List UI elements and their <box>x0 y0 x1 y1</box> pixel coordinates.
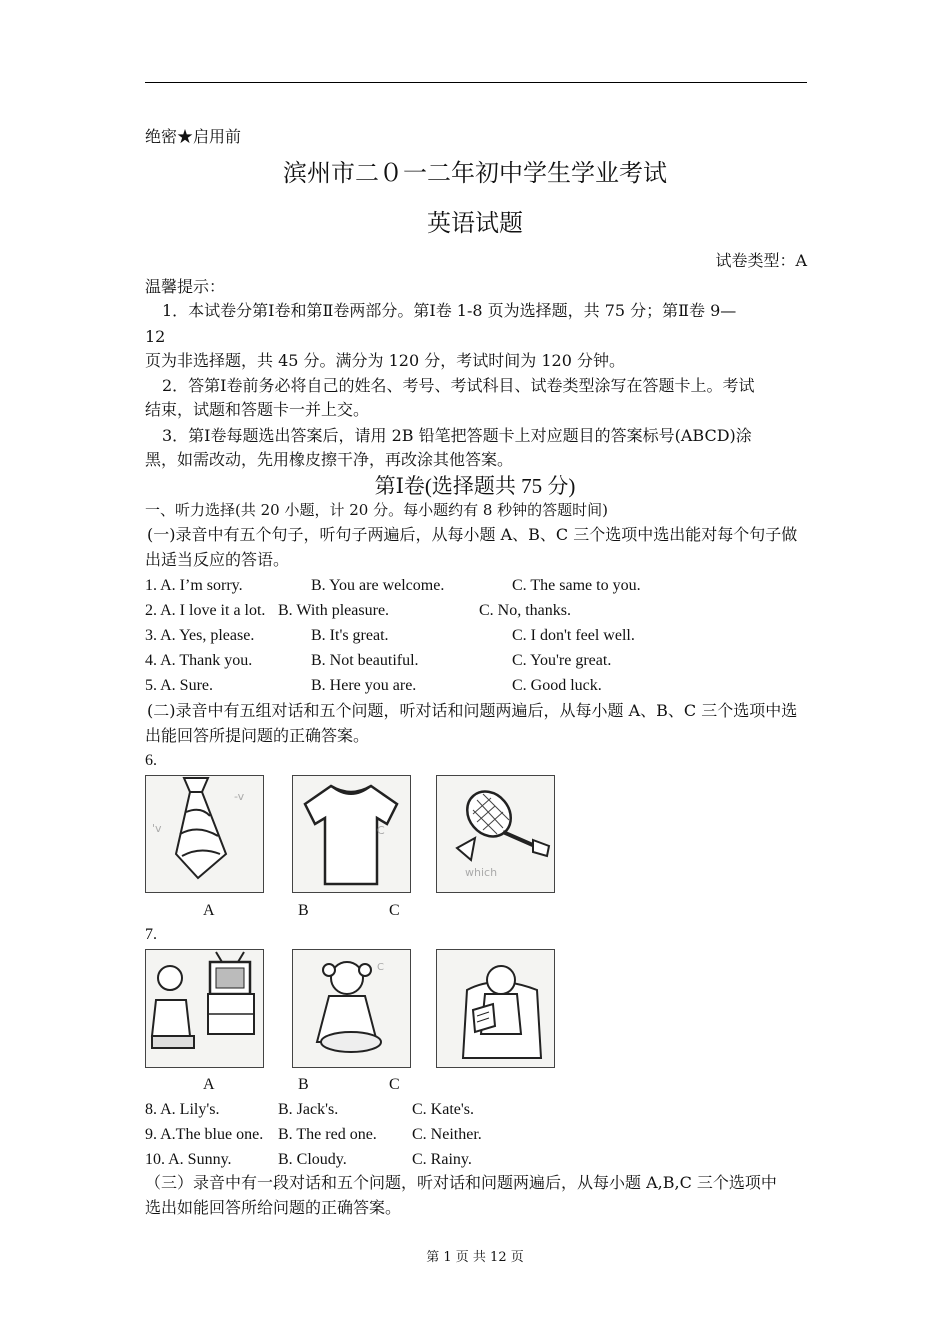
sub-1-instructions-cont: 出适当反应的答语。 <box>145 550 290 569</box>
svg-text:which: which <box>465 866 498 879</box>
svg-text:-v: -v <box>234 790 245 803</box>
page-footer: 第 1 页 共 12 页 <box>426 1250 524 1265</box>
sub-2-instructions: (二)录音中有五组对话和五个问题，听对话和问题两遍后，从每小题 A、B、C 三个选项中选 <box>147 701 798 720</box>
q10-option-b: B. Cloudy. <box>278 1151 347 1168</box>
q10-option-a: 10. A. Sunny. <box>145 1151 232 1168</box>
q5-option-c: C. Good luck. <box>512 677 602 694</box>
sub-1-instructions: (一)录音中有五个句子，听句子两遍后，从每小题 A、B、C 三个选项中选出能对每个句子做 <box>147 525 798 544</box>
q6-number: 6. <box>145 752 157 769</box>
q5-option-b: B. Here you are. <box>311 677 417 694</box>
tip-1-cont: 12 <box>145 327 166 346</box>
q9-option-c: C. Neither. <box>412 1126 482 1143</box>
girl-tv-icon <box>145 949 264 1068</box>
part-1-heading: 一、听力选择(共 20 小题，计 20 分。每小题约有 8 秒钟的答题时间) <box>145 501 609 519</box>
q4-option-b: B. Not beautiful. <box>311 652 419 669</box>
q7-label-a: A <box>203 1076 215 1093</box>
q3-option-a: 3. A. Yes, please. <box>145 627 255 644</box>
tip-2-cont: 结束，试题和答题卡一并上交。 <box>145 400 370 419</box>
svg-text:'v: 'v <box>152 822 162 835</box>
q1-option-c: C. The same to you. <box>512 577 641 594</box>
q9-option-b: B. The red one. <box>278 1126 377 1143</box>
tips-heading: 温馨提示： <box>145 277 226 296</box>
header-rule <box>145 82 807 83</box>
q7-label-b: B <box>298 1076 309 1093</box>
q4-option-a: 4. A. Thank you. <box>145 652 253 669</box>
girl-washing-icon <box>292 949 411 1068</box>
q8-option-c: C. Kate's. <box>412 1101 474 1118</box>
q6-label-a: A <box>203 902 215 919</box>
svg-text:C: C <box>377 962 384 973</box>
q2-option-b: B. With pleasure. <box>278 602 390 619</box>
section-title: 第Ⅰ卷(选择题共 75 分) <box>374 474 576 498</box>
sub-3-instructions-cont: 选出如能回答所给问题的正确答案。 <box>145 1198 402 1217</box>
q9-option-a: 9. A.The blue one. <box>145 1126 264 1143</box>
tip-1-cont2: 页为非选择题，共 45 分。满分为 120 分，考试时间为 120 分钟。 <box>145 351 625 370</box>
tip-2: 2．答第Ⅰ卷前务必将自己的姓名、考号、考试科目、试卷类型涂写在答题卡上。考试 <box>162 376 755 395</box>
exam-title: 滨州市二０一二年初中学生学业考试 <box>283 159 667 187</box>
q8-option-b: B. Jack's. <box>278 1101 339 1118</box>
tip-3: 3．第Ⅰ卷每题选出答案后，请用 2B 铅笔把答题卡上对应题目的答案标号(ABCD)涂 <box>162 426 752 445</box>
tip-3-cont: 黑，如需改动，先用橡皮擦干净，再改涂其他答案。 <box>145 450 514 469</box>
exam-subtitle: 英语试题 <box>427 209 523 237</box>
sub-2-instructions-cont: 出能回答所提问题的正确答案。 <box>145 726 370 745</box>
tie-icon <box>145 775 264 893</box>
q3-option-b: B. It's great. <box>311 627 389 644</box>
tshirt-icon <box>292 775 411 893</box>
q7-label-c: C <box>389 1076 400 1093</box>
q3-option-c: C. I don't feel well. <box>512 627 635 644</box>
svg-text:C: C <box>377 824 385 837</box>
secret-label: 绝密★启用前 <box>145 127 242 146</box>
girl-reading-icon <box>436 949 555 1068</box>
q8-option-a: 8. A. Lily's. <box>145 1101 220 1118</box>
q1-option-b: B. You are welcome. <box>311 577 445 594</box>
tennis-racket-icon <box>436 775 555 893</box>
sub-3-instructions: （三）录音中有一段对话和五个问题，听对话和问题两遍后，从每小题 A,B,C 三个选项中 <box>145 1173 777 1192</box>
q2-option-a: 2. A. I love it a lot. <box>145 602 266 619</box>
q2-option-c: C. No, thanks. <box>479 602 571 619</box>
q6-label-c: C <box>389 902 400 919</box>
q5-option-a: 5. A. Sure. <box>145 677 213 694</box>
q6-label-b: B <box>298 902 309 919</box>
q7-number: 7. <box>145 926 157 943</box>
q1-option-a: 1. A. I’m sorry. <box>145 577 243 594</box>
paper-type: 试卷类型：A <box>715 251 807 270</box>
q4-option-c: C. You're great. <box>512 652 612 669</box>
q10-option-c: C. Rainy. <box>412 1151 472 1168</box>
tip-1: 1．本试卷分第Ⅰ卷和第Ⅱ卷两部分。第Ⅰ卷 1-8 页为选择题，共 75 分；第Ⅱ卷 9— <box>162 301 737 320</box>
